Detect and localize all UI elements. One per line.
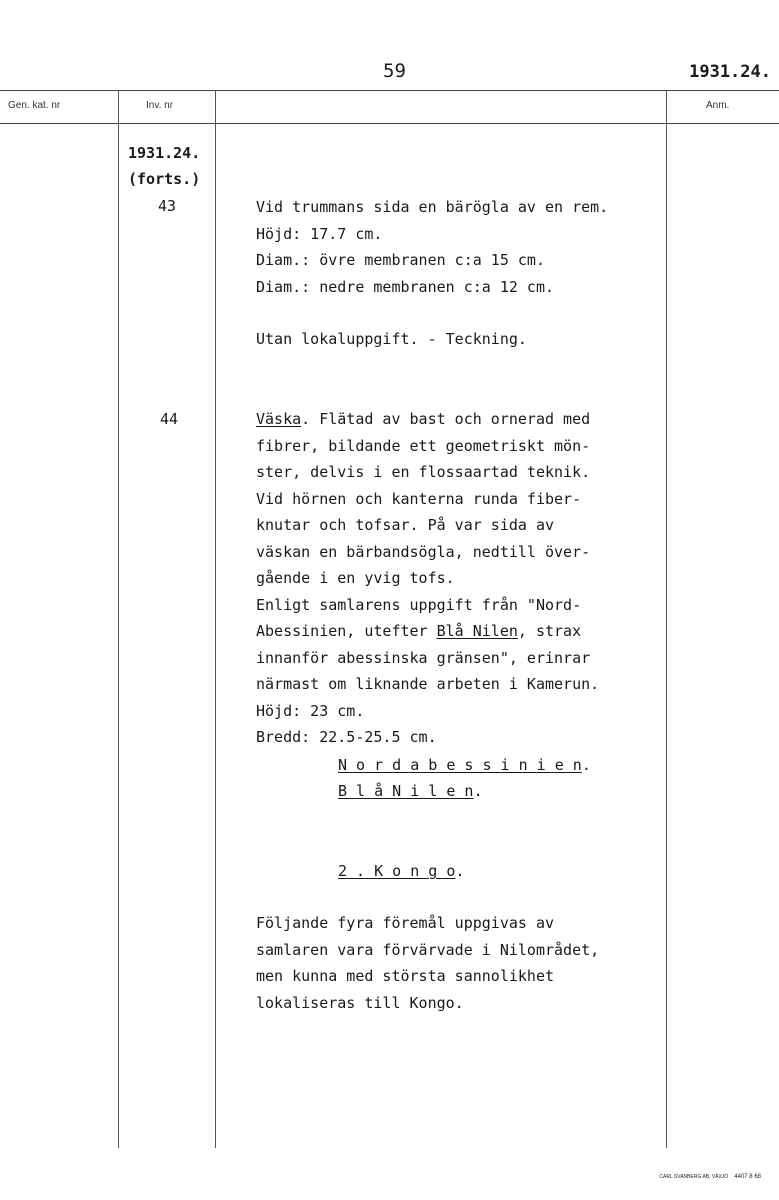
column-header-anm: Anm. [706, 100, 730, 111]
column-divider-inv-text [215, 90, 216, 1148]
header-top-rule [0, 90, 779, 91]
text-line: Diam.: övre membranen c:a 15 cm. [256, 251, 545, 269]
text-line: knutar och tofsar. På var sida av [256, 516, 555, 534]
inventory-number-43: 43 [158, 197, 177, 215]
continued-label: (forts.) [128, 170, 201, 188]
section-heading-kongo: 2 . K o n g o. [338, 862, 465, 880]
text-line: fibrer, bildande ett geometriskt mön- [256, 436, 591, 455]
column-header-gen-kat: Gen. kat. nr [8, 100, 61, 111]
collection-number: 1931.24. [128, 144, 201, 162]
text-line: Höjd: 17.7 cm. [256, 224, 383, 243]
region-label: N o r d a b e s s i n i e n. [338, 756, 591, 774]
text-line: ster, delvis i en flossaartad teknik. [256, 463, 591, 481]
entry-43-description [256, 194, 608, 300]
inventory-number-44: 44 [160, 410, 179, 428]
text-line: gående i en yvig tofs. [256, 569, 455, 587]
text-line: närmast om liknande arbeten i Kamerun. [256, 675, 600, 693]
section-2-text [256, 910, 599, 1016]
entry-44-title: Väska [256, 410, 302, 428]
entry-44-description [256, 406, 599, 751]
text-line: Bredd: 22.5-25.5 cm. [256, 728, 437, 746]
column-divider-text-anm [666, 90, 667, 1148]
text-line: väskan en bärbandsögla, nedtill över- [256, 542, 591, 561]
text-line: samlaren vara förvärvade i Nilområdet, [256, 940, 600, 959]
text-line: innanför abessinska gränsen", erinrar [256, 648, 591, 667]
blue-nile-underlined: Blå Nilen [436, 622, 518, 640]
printer-imprint: CARL SVANBERG AB, VÄXJÖ 4407 8 68 [659, 1174, 761, 1180]
text-line: Diam.: nedre membranen c:a 12 cm. [256, 277, 555, 296]
catalog-reference: 1931.24. [689, 62, 771, 82]
page-number: 59 [383, 60, 406, 82]
header-bottom-rule [0, 123, 779, 124]
text-line: Abessinien, utefter Blå Nilen, strax [256, 622, 582, 640]
entry-43-note: Utan lokaluppgift. - Teckning. [256, 330, 527, 348]
text-line: Vid trummans sida en bärögla av en rem. [256, 198, 609, 216]
column-divider-gen-inv [118, 90, 119, 1148]
column-header-inv: Inv. nr [146, 100, 174, 111]
text-line: Väska. Flätad av bast och ornerad med [256, 410, 591, 428]
text-line: Enligt samlarens uppgift från "Nord- [256, 595, 582, 614]
text-line: Följande fyra föremål uppgivas av [256, 914, 555, 932]
subregion-label: B l å N i l e n. [338, 782, 483, 800]
text-line: Vid hörnen och kanterna runda fiber- [256, 489, 582, 508]
text-line: Höjd: 23 cm. [256, 701, 365, 720]
text-line: men kunna med största sannolikhet [256, 967, 555, 985]
text-line: lokaliseras till Kongo. [256, 993, 464, 1012]
